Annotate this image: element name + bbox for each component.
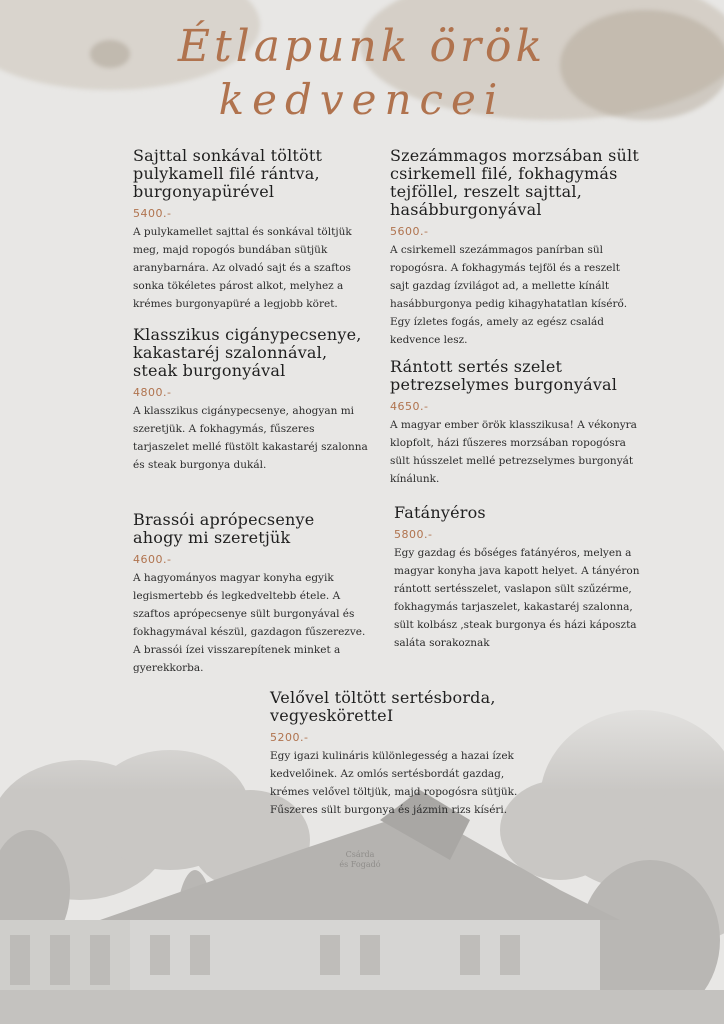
menu-item	[270, 689, 520, 819]
menu-item	[133, 147, 368, 313]
dish-description: A klasszikus cigánypecsenye, ahogyan mi szeretjük. A fokhagymás, fűszeres tarjaszelet mellé füstölt kakastaréj szalonna és steak burgonya dukál.	[133, 405, 368, 471]
dish-name: Sajttal sonkával töltött pulykamell filé rántva, burgonyapürével	[133, 146, 323, 201]
dish-name: Rántott sertés szelet petrezselymes burgonyával	[390, 357, 618, 394]
dish-price: 5800.-	[394, 528, 433, 541]
building-sign	[330, 850, 390, 870]
dish-price: 5400.-	[133, 207, 172, 220]
dish-description: A magyar ember örök klasszikusa! A vékonyra klopfolt, házi fűszeres morzsában ropogósra sült hússzelet mellé petrezselymes burgonyát kínálunk.	[390, 419, 637, 485]
dish-name: Klasszikus cigánypecsenye, kakastaréj szalonnával, steak burgonyával	[133, 325, 362, 380]
menu-item	[390, 358, 640, 488]
dish-description: A pulykamellet sajttal és sonkával töltjük meg, majd ropogós bundában sütjük aranybarnára. Az olvadó sajt és a szaftos sonka tökéletes párost alkot, melyhez a krémes burgonyapüré a legjobb köret.	[133, 226, 352, 310]
page-subtitle: kedvencei	[218, 75, 506, 124]
sign-line: és Fogadó	[339, 860, 381, 869]
dish-description: A hagyományos magyar konyha egyik legismertebb és legkedveltebb étele. A szaftos aprópecsenye sült burgonyával és fokhagymával készül, gazdagon fűszerezve. A brassói ízei visszarepítenek minket a gyerekkorba.	[133, 572, 366, 674]
dish-price: 4800.-	[133, 386, 172, 399]
dish-name: Szezámmagos morzsában sült csirkemell filé, fokhagymás tejföllel, reszelt sajttal, hasábburgonyával	[390, 146, 639, 219]
dish-name: Velővel töltött sertésborda, vegyesköretteI	[270, 688, 496, 725]
dish-description: Egy igazi kulináris különlegesség a hazai ízek kedvelőinek. Az omlós sertésbordát gazdag, krémes velővel töltjük, majd ropogósra sütjük. Fűszeres sült burgonya és jázmin rizs kíséri.	[270, 750, 518, 816]
page-title: Étlapunk örök	[177, 21, 547, 72]
sign-line: Csárda	[345, 850, 375, 859]
dish-price: 5600.-	[390, 225, 429, 238]
dish-name: Brassói aprópecsenye ahogy mi szeretjük	[133, 510, 315, 547]
dish-description: A csirkemell szezámmagos panírban sül ropogósra. A fokhagymás tejföl és a reszelt sajt gazdag ízvilágot ad, a mellette kínált hasábburgonya pedig kihagyhatatlan kísérő. Egy ízletes fogás, amely az egész család kedvence lesz.	[390, 244, 628, 346]
dish-description: Egy gazdag és bőséges fatányéros, melyen a magyar konyha java kapott helyet. A tányéron rántott sertésszelet, vaslapon sült szűzérme, fokhagymás tarjaszelet, kakastaréj szalonna, sült kolbász ,steak burgonya és házi káposzta saláta sorakoznak	[394, 547, 640, 649]
dish-price: 4600.-	[133, 553, 172, 566]
dish-price: 5200.-	[270, 731, 309, 744]
menu-item	[133, 326, 368, 474]
dish-name: Fatányéros	[394, 503, 486, 522]
menu-item	[390, 147, 640, 349]
menu-item	[394, 504, 640, 652]
menu-item	[133, 511, 368, 677]
dish-price: 4650.-	[390, 400, 429, 413]
